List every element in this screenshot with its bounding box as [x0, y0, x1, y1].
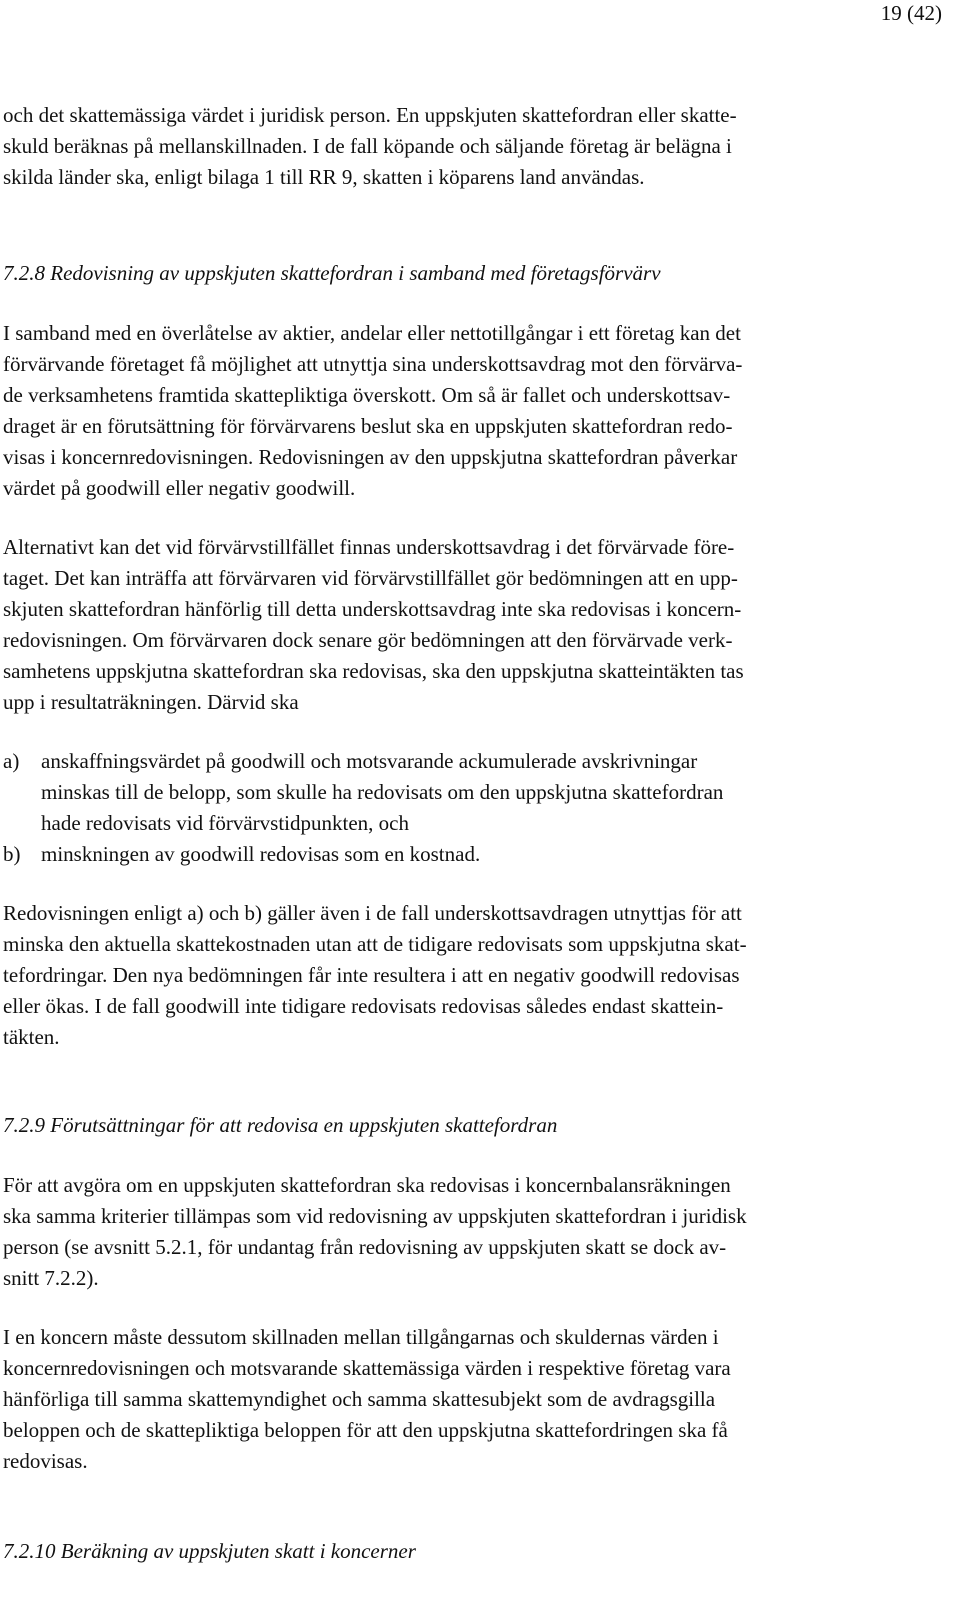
text-line: täkten. [3, 1025, 60, 1049]
paragraph [3, 318, 742, 504]
ordered-list [3, 746, 938, 870]
paragraph [3, 898, 747, 1053]
text-line: koncernredovisningen och motsvarande skattemässiga värden i respektive företag vara [3, 1356, 731, 1380]
text-line: Redovisningen enligt a) och b) gäller även i de fall underskottsavdragen utnyttjas för att [3, 901, 742, 925]
list-item [3, 839, 938, 870]
text-line: och det skattemässiga värdet i juridisk person. En uppskjuten skattefordran eller skatte- [3, 103, 737, 127]
list-item [3, 746, 938, 839]
text-line: draget är en förutsättning för förvärvarens beslut ska en uppskjuten skattefordran redo- [3, 414, 733, 438]
text-line: eller ökas. I de fall goodwill inte tidigare redovisats redovisas således endast skattein- [3, 994, 724, 1018]
text-line: redovisningen. Om förvärvaren dock senare gör bedömningen att den förvärvade verk- [3, 628, 733, 652]
text-line: minskningen av goodwill redovisas som en kostnad. [41, 842, 481, 866]
text-line: I en koncern måste dessutom skillnaden mellan tillgångarnas och skuldernas värden i [3, 1325, 719, 1349]
text-line: visas i koncernredovisningen. Redovisningen av den uppskjutna skattefordran påverkar [3, 445, 738, 469]
paragraph [3, 532, 744, 718]
list-marker: a) [3, 749, 20, 773]
text-line: minskas till de belopp, som skulle ha redovisats om den uppskjutna skattefordran [41, 780, 724, 804]
text-line: minska den aktuella skattekostnaden utan att de tidigare redovisats som uppskjutna skat- [3, 932, 747, 956]
text-line: Alternativt kan det vid förvärvstillfället finnas underskottsavdrag i det förvärvade före- [3, 535, 735, 559]
text-line: hade redovisats vid förvärvstidpunkten, och [41, 811, 409, 835]
text-line: snitt 7.2.2). [3, 1266, 99, 1290]
text-line: skuld beräknas på mellanskillnaden. I de fall köpande och säljande företag är belägna i [3, 134, 732, 158]
text-line: För att avgöra om en uppskjuten skattefordran ska redovisas i koncernbalansräkningen [3, 1173, 731, 1197]
paragraph [3, 1322, 731, 1477]
text-line: beloppen och de skattepliktiga beloppen för att den uppskjutna skattefordringen ska få [3, 1418, 728, 1442]
intro-paragraph [3, 100, 737, 193]
text-line: skilda länder ska, enligt bilaga 1 till RR 9, skatten i köparens land användas. [3, 165, 645, 189]
text-line: I samband med en överlåtelse av aktier, andelar eller nettotillgångar i ett företag kan det [3, 321, 741, 345]
text-line: värdet på goodwill eller negativ goodwill. [3, 476, 356, 500]
text-line: hänförliga till samma skattemyndighet och samma skattesubjekt som de avdragsgilla [3, 1387, 716, 1411]
paragraph [3, 1170, 747, 1294]
section-heading-7-2-9: 7.2.9 Förutsättningar för att redovisa en uppskjuten skattefordran [3, 1113, 558, 1137]
text-line: tefordringar. Den nya bedömningen får inte resultera i att en negativ goodwill redovisas [3, 963, 740, 987]
section-heading-7-2-8: 7.2.8 Redovisning av uppskjuten skattefordran i samband med företagsförvärv [3, 261, 661, 285]
section-heading-7-2-10: 7.2.10 Beräkning av uppskjuten skatt i koncerner [3, 1539, 416, 1563]
text-line: skjuten skattefordran hänförlig till detta underskottsavdrag inte ska redovisas i koncern- [3, 597, 742, 621]
text-line: ska samma kriterier tillämpas som vid redovisning av uppskjuten skattefordran i juridisk [3, 1204, 747, 1228]
text-line: upp i resultaträkningen. Därvid ska [3, 690, 299, 714]
text-line: redovisas. [3, 1449, 88, 1473]
text-line: de verksamhetens framtida skattepliktiga överskott. Om så är fallet och underskottsav- [3, 383, 731, 407]
text-line: taget. Det kan inträffa att förvärvaren vid förvärvstillfället gör bedömningen att en upp- [3, 566, 738, 590]
list-marker: b) [3, 842, 21, 866]
text-line: person (se avsnitt 5.2.1, för undantag från redovisning av uppskjuten skatt se dock av- [3, 1235, 727, 1259]
text-line: anskaffningsvärdet på goodwill och motsvarande ackumulerade avskrivningar [41, 749, 698, 773]
text-line: förvärvande företaget få möjlighet att utnyttja sina underskottsavdrag mot den förvärva- [3, 352, 743, 376]
page-number: 19 (42) [880, 1, 942, 25]
text-line: samhetens uppskjutna skattefordran ska redovisas, ska den uppskjutna skatteintäkten tas [3, 659, 744, 683]
